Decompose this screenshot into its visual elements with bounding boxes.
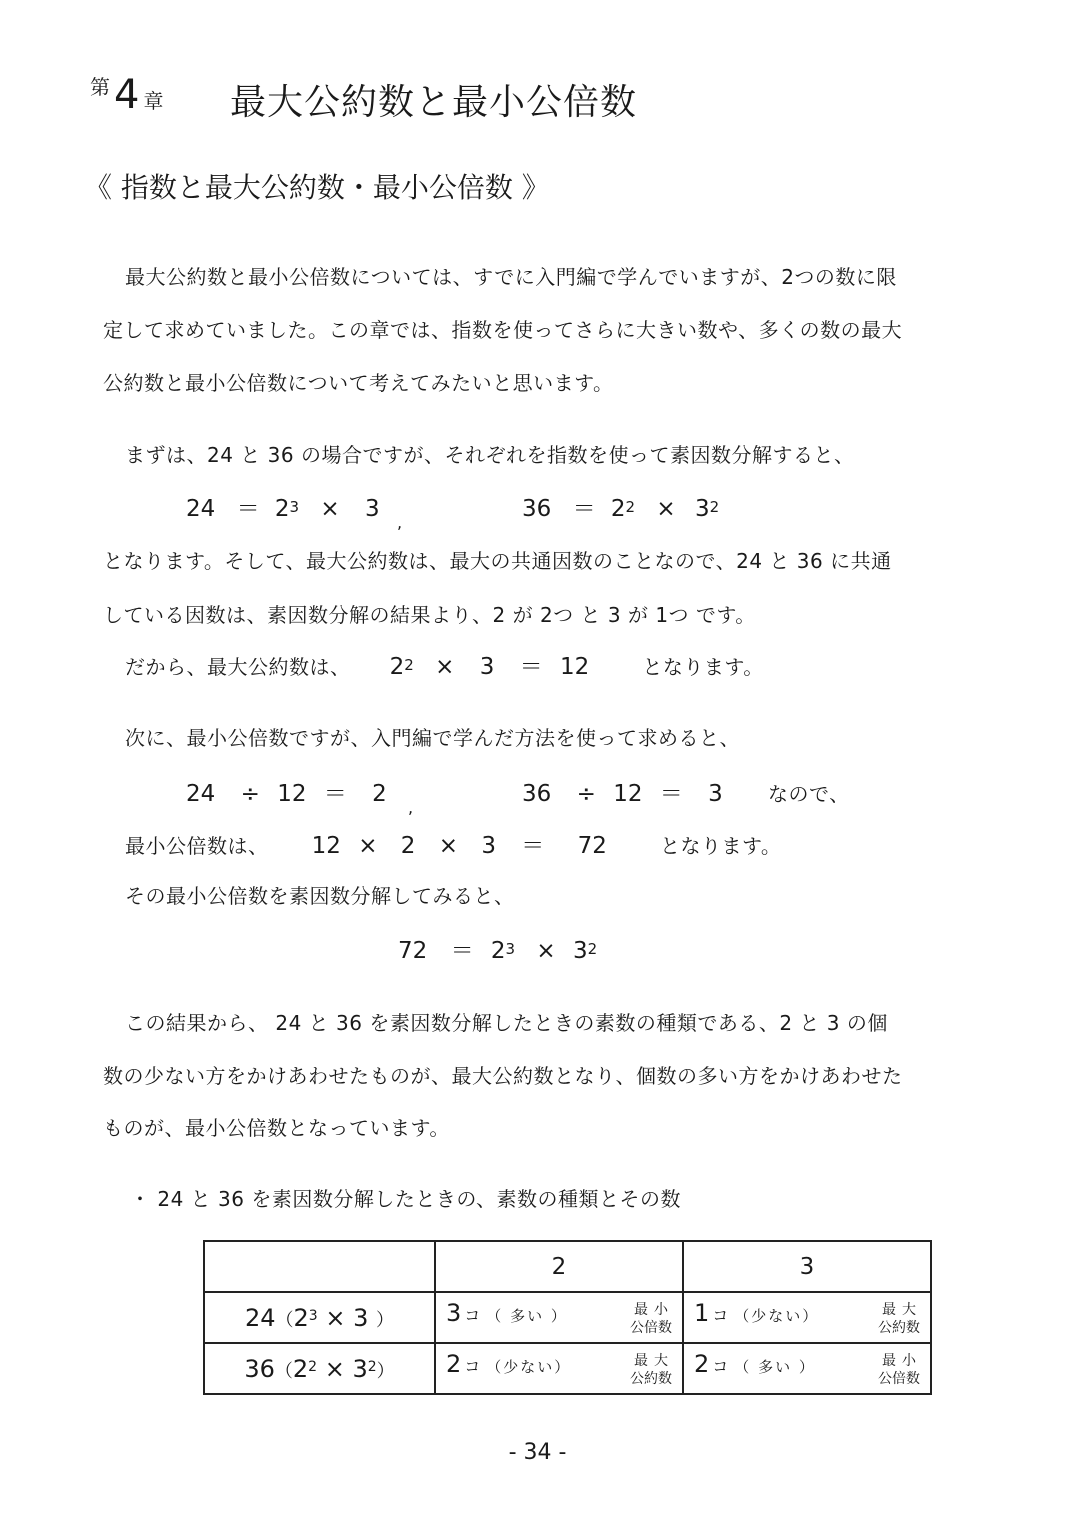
gcd-text-2: している因数は、素因数分解の結果より、2 が 2つ と 3 が 1つ です。 xyxy=(103,603,756,627)
chapter-suffix: 章 xyxy=(143,89,164,113)
tag-line: 公倍数 xyxy=(878,1370,920,1387)
tag-line: 最小 xyxy=(634,1301,674,1318)
result-tag xyxy=(630,1301,672,1337)
eq-exponent: 2 xyxy=(709,498,720,516)
eq-base: 3 xyxy=(573,938,588,964)
unit: コ xyxy=(464,1305,481,1325)
table-caption: ・ 24 と 36 を素因数分解したときの、素数の種類とその数 xyxy=(130,1187,682,1211)
factorization-24 xyxy=(186,490,403,532)
lcm-prefix: 最小公倍数は、 xyxy=(125,834,269,858)
eq-sign: ＝ xyxy=(572,496,596,522)
eq-num: 36 xyxy=(522,781,552,807)
prime-factor-table xyxy=(203,1240,932,1395)
eq-base: 2 xyxy=(389,654,405,680)
division-24 xyxy=(186,775,414,817)
eq-num: 36 xyxy=(522,496,552,522)
tag-line: 公倍数 xyxy=(630,1319,672,1336)
unit: コ xyxy=(464,1356,481,1376)
unit: コ xyxy=(712,1305,729,1325)
divide-sign: ÷ xyxy=(576,781,596,807)
eq-exponent: 2 xyxy=(404,656,414,674)
eq-num: 3 xyxy=(479,654,495,680)
qualifier: （ 多い ） xyxy=(486,1306,568,1325)
table-header-row xyxy=(204,1241,931,1292)
eq-base: 2 xyxy=(490,938,506,964)
conclusion-line-1: この結果から、 24 と 36 を素因数分解したときの素数の種類である、2 と 3 の個 xyxy=(125,1011,888,1035)
eq-num: 72 xyxy=(398,938,428,964)
chapter-number: 4 xyxy=(114,72,140,118)
table-header-cell xyxy=(204,1241,435,1292)
eq-exponent: 2 xyxy=(625,498,636,516)
eq-num: 24 xyxy=(186,496,216,522)
gcd-suffix: となります。 xyxy=(642,655,764,679)
row-base: 2 xyxy=(293,1303,309,1332)
eq-sign: ＝ xyxy=(659,781,683,807)
count: 3 xyxy=(446,1298,462,1327)
row-num: 36 xyxy=(244,1354,275,1383)
lcm-factor-intro: その最小公倍数を素因数分解してみると、 xyxy=(125,884,515,908)
unit: コ xyxy=(712,1356,729,1376)
conclusion-line-3: ものが、最小公倍数となっています。 xyxy=(103,1116,450,1140)
table-header-cell: 2 xyxy=(435,1241,683,1292)
result-tag xyxy=(878,1352,920,1388)
intro-line-3: 公約数と最小公倍数について考えてみたいと思います。 xyxy=(103,371,614,395)
eq-exponent: 3 xyxy=(505,940,516,958)
times-sign: × xyxy=(438,833,459,859)
tag-line: 公約数 xyxy=(630,1370,672,1387)
table-cell xyxy=(683,1343,931,1394)
comma: , xyxy=(408,798,414,817)
eq-base: 2 xyxy=(610,496,626,522)
eq-sign: ＝ xyxy=(450,938,474,964)
row-base: 3 xyxy=(352,1354,368,1383)
gcd-result: 12 xyxy=(559,654,590,680)
gcd-prefix: だから、最大公約数は、 xyxy=(125,655,351,679)
times-sign: × xyxy=(656,496,676,522)
times-sign: × xyxy=(358,833,378,859)
count: 2 xyxy=(446,1349,462,1378)
qualifier: （少ない） xyxy=(486,1357,572,1376)
row-label-24 xyxy=(204,1292,435,1343)
lcm-suffix: となります。 xyxy=(659,834,782,858)
eq-base: 2 xyxy=(274,496,290,522)
page-number: - 34 - xyxy=(508,1440,567,1465)
factorization-72 xyxy=(398,932,597,965)
row-rest: × 3 xyxy=(325,1303,369,1332)
eq-num: 3 xyxy=(481,833,496,859)
times-sign: × xyxy=(324,1354,345,1383)
gcd-line xyxy=(125,648,764,681)
eq-num: 2 xyxy=(400,833,416,859)
eq-sign: ＝ xyxy=(521,833,545,859)
lcm-line xyxy=(125,827,781,860)
eq-num: 24 xyxy=(186,781,216,807)
times-sign: × xyxy=(536,938,556,964)
paren: ） xyxy=(376,1360,395,1382)
eq-exponent: 2 xyxy=(587,940,598,958)
factor-intro: まずは、24 と 36 の場合ですが、それぞれを指数を使って素因数分解すると、 xyxy=(125,443,855,467)
tag-line: 最大 xyxy=(634,1352,674,1369)
gcd-text-1: となります。そして、最大公約数は、最大の共通因数のことなので、24 と 36 に共通 xyxy=(103,549,892,573)
count: 1 xyxy=(694,1298,710,1327)
eq-sign: ＝ xyxy=(519,654,543,680)
table-cell xyxy=(435,1343,683,1394)
lcm-result: 72 xyxy=(577,833,607,859)
times-sign: × xyxy=(435,654,455,680)
times-sign: × xyxy=(320,496,340,522)
comma: , xyxy=(396,513,403,532)
row-exponent: 2 xyxy=(367,1358,377,1375)
row-exponent: 3 xyxy=(308,1307,318,1324)
paren: （ xyxy=(275,1309,294,1331)
lcm-intro: 次に、最小公倍数ですが、入門編で学んだ方法を使って求めると、 xyxy=(125,726,740,750)
eq-num: 3 xyxy=(708,781,723,807)
tag-line: 公約数 xyxy=(878,1319,920,1336)
chapter-prefix: 第 xyxy=(90,75,110,99)
tag-line: 最大 xyxy=(882,1301,922,1318)
row-label-36 xyxy=(204,1343,435,1394)
count: 2 xyxy=(694,1349,710,1378)
eq-num: 3 xyxy=(365,496,380,522)
eq-base: 3 xyxy=(695,496,710,522)
intro-line-1: 最大公約数と最小公倍数については、すでに入門編で学んでいますが、2つの数に限 xyxy=(125,265,897,289)
table-cell xyxy=(435,1292,683,1343)
eq-sign: ＝ xyxy=(323,781,347,807)
division-36 xyxy=(522,775,850,808)
division-tail: なので、 xyxy=(768,782,850,806)
paren: ） xyxy=(376,1309,395,1331)
intro-line-2: 定して求めていました。この章では、指数を使ってさらに大きい数や、多くの数の最大 xyxy=(103,318,903,342)
chapter-heading xyxy=(90,72,163,118)
section-title: 《 指数と最大公約数・最小公倍数 》 xyxy=(84,171,550,204)
result-tag xyxy=(878,1301,920,1337)
table-cell xyxy=(683,1292,931,1343)
table-row xyxy=(204,1292,931,1343)
eq-num: 12 xyxy=(613,781,643,807)
eq-num: 12 xyxy=(311,833,341,859)
table-header-cell: 3 xyxy=(683,1241,931,1292)
factorization-36 xyxy=(522,490,719,523)
conclusion-line-2: 数の少ない方をかけあわせたものが、最大公約数となり、個数の多い方をかけあわせた xyxy=(103,1064,903,1088)
eq-exponent: 3 xyxy=(289,498,300,516)
eq-sign: ＝ xyxy=(236,496,260,522)
tag-line: 最小 xyxy=(882,1352,922,1369)
table-row xyxy=(204,1343,931,1394)
paren: （ xyxy=(274,1360,293,1382)
eq-num: 12 xyxy=(277,781,307,807)
row-exponent: 2 xyxy=(308,1358,318,1375)
row-num: 24 xyxy=(244,1303,276,1332)
eq-num: 2 xyxy=(372,781,387,807)
chapter-title: 最大公約数と最小公倍数 xyxy=(230,82,638,123)
divide-sign: ÷ xyxy=(240,781,260,807)
qualifier: （ 多い ） xyxy=(734,1357,816,1376)
row-base: 2 xyxy=(292,1354,309,1383)
result-tag xyxy=(630,1352,672,1388)
qualifier: （少ない） xyxy=(734,1306,820,1325)
